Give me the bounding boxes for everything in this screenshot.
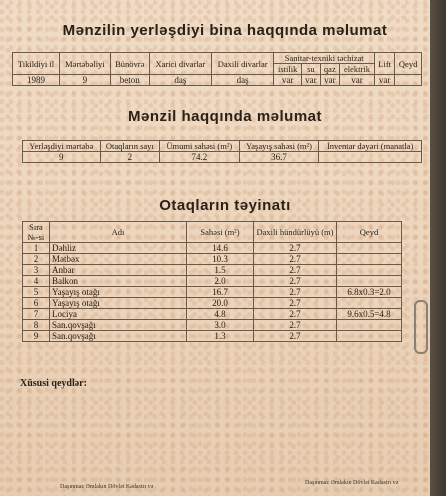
cell: 2.7	[254, 265, 337, 276]
cell: 20.0	[187, 298, 254, 309]
header-outer-walls: Xarici divarlar	[149, 53, 211, 75]
cell: 2.7	[254, 243, 337, 254]
special-notes-label: Xüsusi qeydlər:	[20, 378, 87, 389]
apartment-info-title: Mənzil haqqında məlumat	[127, 108, 323, 125]
header-area: Sahəsi (m²)	[187, 222, 254, 243]
cell: San.qovşağı	[50, 331, 187, 342]
cell: 9	[23, 152, 101, 163]
cell	[319, 152, 422, 163]
cell: Lociya	[50, 309, 187, 320]
cell: 2.7	[254, 287, 337, 298]
building-info-title: Mənzilin yerləşdiyi bina haqqında məlumat	[62, 22, 388, 39]
cell	[337, 243, 402, 254]
cell	[337, 320, 402, 331]
cell: Anbar	[50, 265, 187, 276]
cell	[337, 276, 402, 287]
table-row	[23, 331, 402, 342]
cell	[337, 298, 402, 309]
table-row	[23, 152, 422, 163]
background-edge	[430, 0, 446, 496]
cell: 2.7	[254, 331, 337, 342]
table-row	[23, 309, 402, 320]
header-electric: elektrik	[339, 64, 374, 75]
cell: 9	[59, 75, 110, 86]
paper-clip	[414, 300, 428, 354]
header-sanitary: Sanitar-texniki təchizat	[274, 53, 375, 64]
header-floors: Mərtəbəliyi	[59, 53, 110, 75]
cell: San.qovşağı	[50, 320, 187, 331]
header-floor: Yerləşdiyi mərtəbə	[23, 141, 101, 152]
header-name: Adı	[50, 222, 187, 243]
cell: var	[339, 75, 374, 86]
cell: 16.7	[187, 287, 254, 298]
cell: var	[302, 75, 321, 86]
header-lift: Lift	[375, 53, 395, 75]
cell: 2.7	[254, 254, 337, 265]
table-row	[23, 287, 402, 298]
cell: 2	[23, 254, 50, 265]
cell: 4.8	[187, 309, 254, 320]
cell: Yaşayış otağı	[50, 287, 187, 298]
header-total-area: Ümumi sahəsi (m²)	[160, 141, 240, 152]
cell: 2.7	[254, 309, 337, 320]
footer-stamp-left: Daşınmaz Əmlakın Dövlət Kadastrı və	[60, 484, 154, 490]
cell: 2.0	[187, 276, 254, 287]
cell: 1989	[13, 75, 60, 86]
cell: beton	[110, 75, 149, 86]
cell: daş	[212, 75, 274, 86]
cell: Balkon	[50, 276, 187, 287]
table-row	[23, 298, 402, 309]
header-height: Daxili hündürlüyü (m)	[254, 222, 337, 243]
table-row	[23, 254, 402, 265]
cell: var	[375, 75, 395, 86]
header-gas: qaz	[320, 64, 339, 75]
cell: 1.3	[187, 331, 254, 342]
cell: 2.7	[254, 276, 337, 287]
table-row	[23, 265, 402, 276]
cell: 1.5	[187, 265, 254, 276]
cell: 9.6x0.5=4.8	[337, 309, 402, 320]
cell: 4	[23, 276, 50, 287]
cell: 8	[23, 320, 50, 331]
cell: 2.7	[254, 298, 337, 309]
cell: daş	[149, 75, 211, 86]
table-row	[13, 75, 422, 86]
cell	[337, 254, 402, 265]
cell: 10.3	[187, 254, 254, 265]
header-foundation: Bünövrə	[110, 53, 149, 75]
building-info-table	[12, 52, 422, 86]
header-room-count: Otaqların sayı	[100, 141, 159, 152]
cell	[337, 331, 402, 342]
cell: 9	[23, 331, 50, 342]
table-row	[23, 320, 402, 331]
cell: 6.8x0.3=2.0	[337, 287, 402, 298]
cell: 74.2	[160, 152, 240, 163]
footer-stamp-right: Daşınmaz Əmlakın Dövlət Kadastrı və	[305, 480, 399, 486]
header-room-note: Qeyd	[337, 222, 402, 243]
header-water: su	[302, 64, 321, 75]
cell: 3	[23, 265, 50, 276]
cell: 6	[23, 298, 50, 309]
header-year: Tikildiyi il	[13, 53, 60, 75]
header-inner-walls: Daxili divarlar	[212, 53, 274, 75]
rooms-table	[22, 221, 402, 342]
rooms-title: Otaqların təyinatı	[159, 197, 291, 214]
header-heating: istilik	[274, 64, 302, 75]
header-note: Qeyd	[395, 53, 422, 75]
header-living-area: Yaşayış sahəsi (m²)	[239, 141, 319, 152]
cell: 2.7	[254, 320, 337, 331]
cell: Yaşayış otağı	[50, 298, 187, 309]
cell: 36.7	[239, 152, 319, 163]
cell	[395, 75, 422, 86]
header-inventory-value: İnventar dəyəri (manatla)	[319, 141, 422, 152]
cell: var	[320, 75, 339, 86]
cell: 7	[23, 309, 50, 320]
cell	[337, 265, 402, 276]
cell: Mətbəx	[50, 254, 187, 265]
cell: 1	[23, 243, 50, 254]
cell: 3.0	[187, 320, 254, 331]
cell: Dəhliz	[50, 243, 187, 254]
cell: var	[274, 75, 302, 86]
cell: 5	[23, 287, 50, 298]
cell: 2	[100, 152, 159, 163]
table-row	[23, 276, 402, 287]
apartment-info-table	[22, 140, 422, 163]
table-row	[23, 243, 402, 254]
cell: 14.6	[187, 243, 254, 254]
header-index: Sıra №-si	[23, 222, 50, 243]
